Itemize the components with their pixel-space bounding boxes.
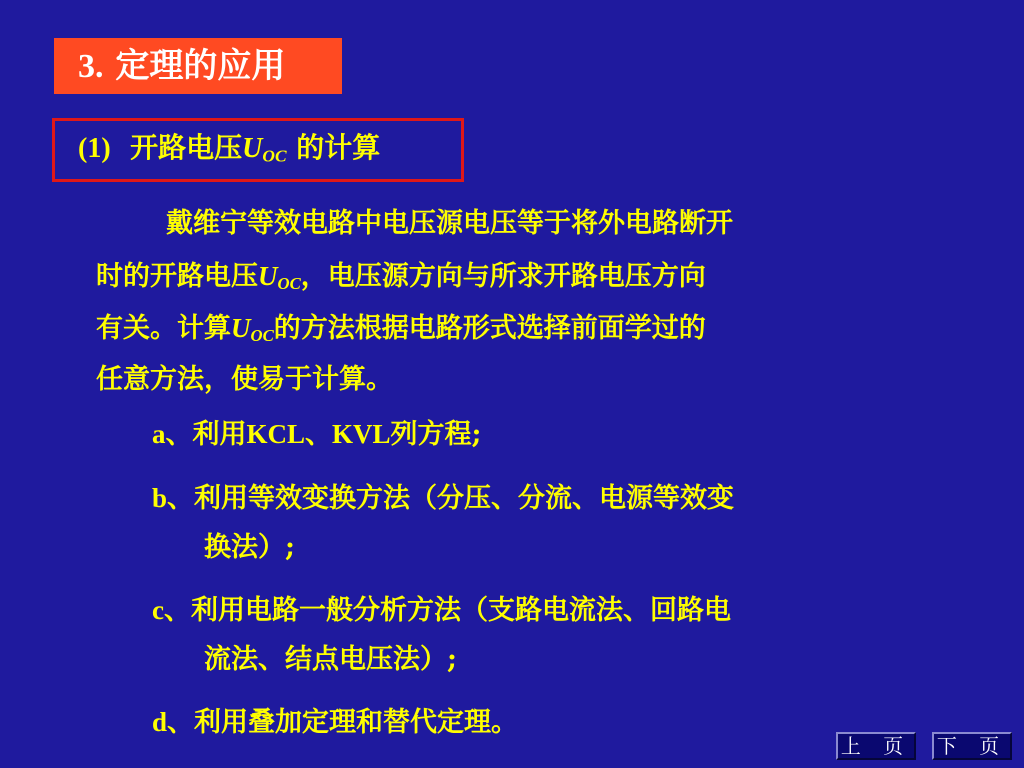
- paragraph-line-1: 戴维宁等效电路中电压源电压等于将外电路断开: [166, 208, 733, 239]
- prev-page-button[interactable]: 上 页: [836, 732, 916, 760]
- list-item-b-cont: 换法）;: [204, 532, 295, 563]
- subheading-text-after: 的计算: [296, 131, 381, 164]
- uoc-variable: $U_{OC}$: [242, 133, 287, 166]
- section-title-text: 定理的应用: [115, 46, 286, 86]
- paragraph-line-2: 时的开路电压$U_{OC}$，电压源方向与所求开路电压方向: [96, 261, 706, 294]
- next-page-button[interactable]: 下 页: [932, 732, 1012, 760]
- uoc-variable: $U_{OC}$: [231, 313, 274, 346]
- subheading-text-before: 开路电压: [130, 131, 243, 164]
- uoc-variable: $U_{OC}$: [258, 261, 301, 294]
- list-item-c-cont: 流法、结点电压法）;: [204, 644, 457, 675]
- paragraph-line-4: 任意方法，使易于计算。: [96, 364, 393, 395]
- section-number: 3.: [78, 48, 104, 85]
- subheading: [78, 128, 380, 169]
- list-item-b: b、利用等效变换方法（分压、分流、电源等效变: [152, 483, 735, 514]
- list-item-c: c、利用电路一般分析方法（支路电流法、回路电: [152, 595, 731, 626]
- list-item-a: a、利用KCL、KVL列方程;: [152, 419, 482, 450]
- paragraph-line-3: 有关。计算$U_{OC}$的方法根据电路形式选择前面学过的: [96, 313, 706, 346]
- section-title: [54, 38, 342, 94]
- list-item-d: d、利用叠加定理和替代定理。: [152, 707, 519, 738]
- subheading-prefix: (1): [78, 133, 111, 164]
